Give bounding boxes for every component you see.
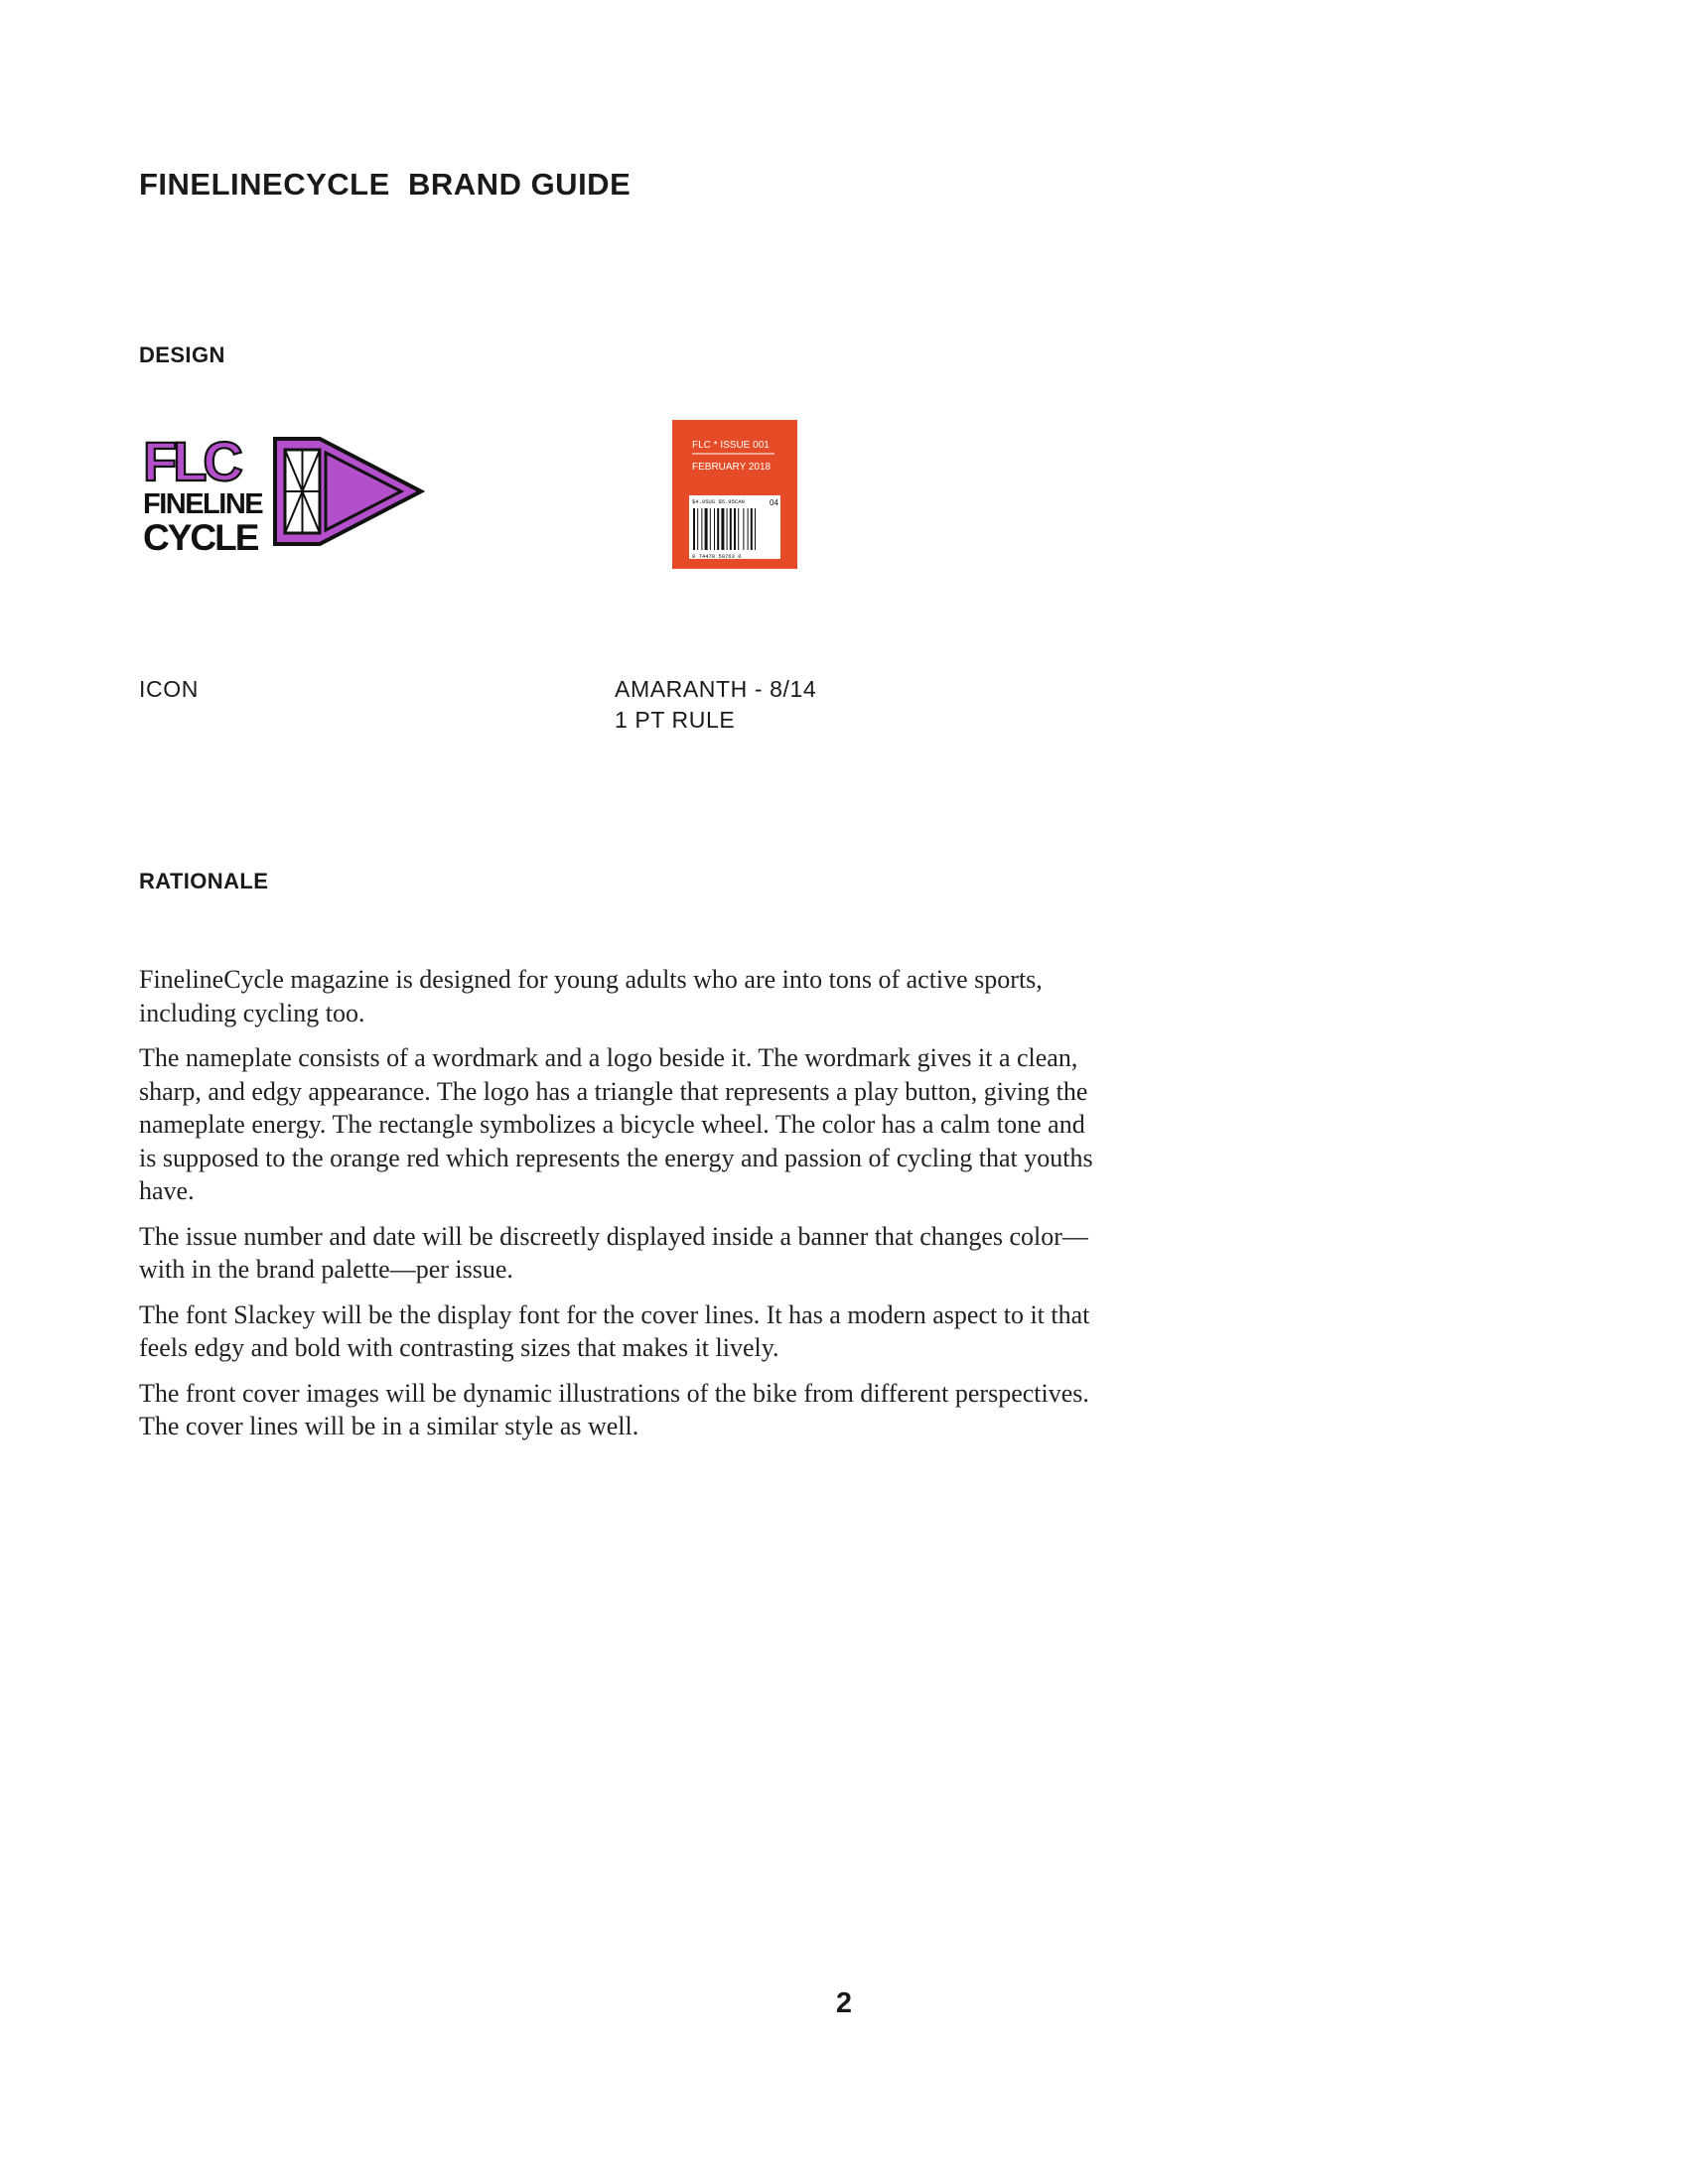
logo-wordmark-flc: FLC [143, 435, 239, 492]
barcode-icon [689, 495, 780, 560]
rationale-heading: RATIONALE [139, 869, 269, 893]
rationale-paragraph: The font Slackey will be the display font for the cover lines. It has a modern aspect to it that feels edgy and bold with contrasting sizes that makes it lively. [139, 1299, 1090, 1362]
page-number: 2 [835, 1987, 853, 2019]
banner-issue-line: FLC * ISSUE 001 [692, 440, 770, 451]
logo-wordmark-cycle: CYCLE [143, 517, 258, 556]
rationale-paragraph: The front cover images will be dynamic illustrations of the bike from different perspectives. The cover lines will be in a similar style as well. [139, 1378, 1089, 1440]
rationale-paragraph: The issue number and date will be discreetly displayed inside a banner that changes color—with in the brand palette—per issue. [139, 1221, 1088, 1284]
barcode-digits: 0 74470 50763 0 [692, 553, 742, 560]
page-title: FINELINECYCLE BRAND GUIDE [139, 167, 632, 202]
design-heading: DESIGN [139, 342, 225, 367]
amaranth-caption-line2: 1 PT RULE [615, 707, 736, 733]
barcode-issue-code: 04 [770, 498, 778, 507]
rationale-paragraph: FinelineCycle magazine is designed for young adults who are into tons of active sports, including cycling too. [139, 965, 1043, 1027]
flc-logo [141, 435, 429, 556]
icon-caption: ICON [139, 676, 199, 702]
issue-banner-graphic [672, 420, 797, 569]
banner-date-line: FEBRUARY 2018 [692, 462, 772, 473]
flc-logo-graphic [141, 435, 429, 556]
rationale-paragraph: The nameplate consists of a wordmark and a logo beside it. The wordmark gives it a clean, sharp, and edgy appearance. The logo has a triangle that represents a play button, giving the nameplate energy. The rectangle symbolizes a bicycle wheel. The color has a calm tone and is supposed to the orange red which represents the energy and passion of cycling that youths have. [139, 1043, 1093, 1205]
logo-wordmark-fineline: FINELINE [143, 488, 263, 520]
barcode-price: $4.95US $5.95CAN [692, 498, 745, 505]
amaranth-caption [615, 674, 816, 736]
rationale-body [139, 963, 1102, 1455]
play-wheel-icon [275, 439, 421, 544]
issue-banner-sample [672, 420, 797, 569]
amaranth-caption-line1: AMARANTH - 8/14 [615, 676, 817, 702]
